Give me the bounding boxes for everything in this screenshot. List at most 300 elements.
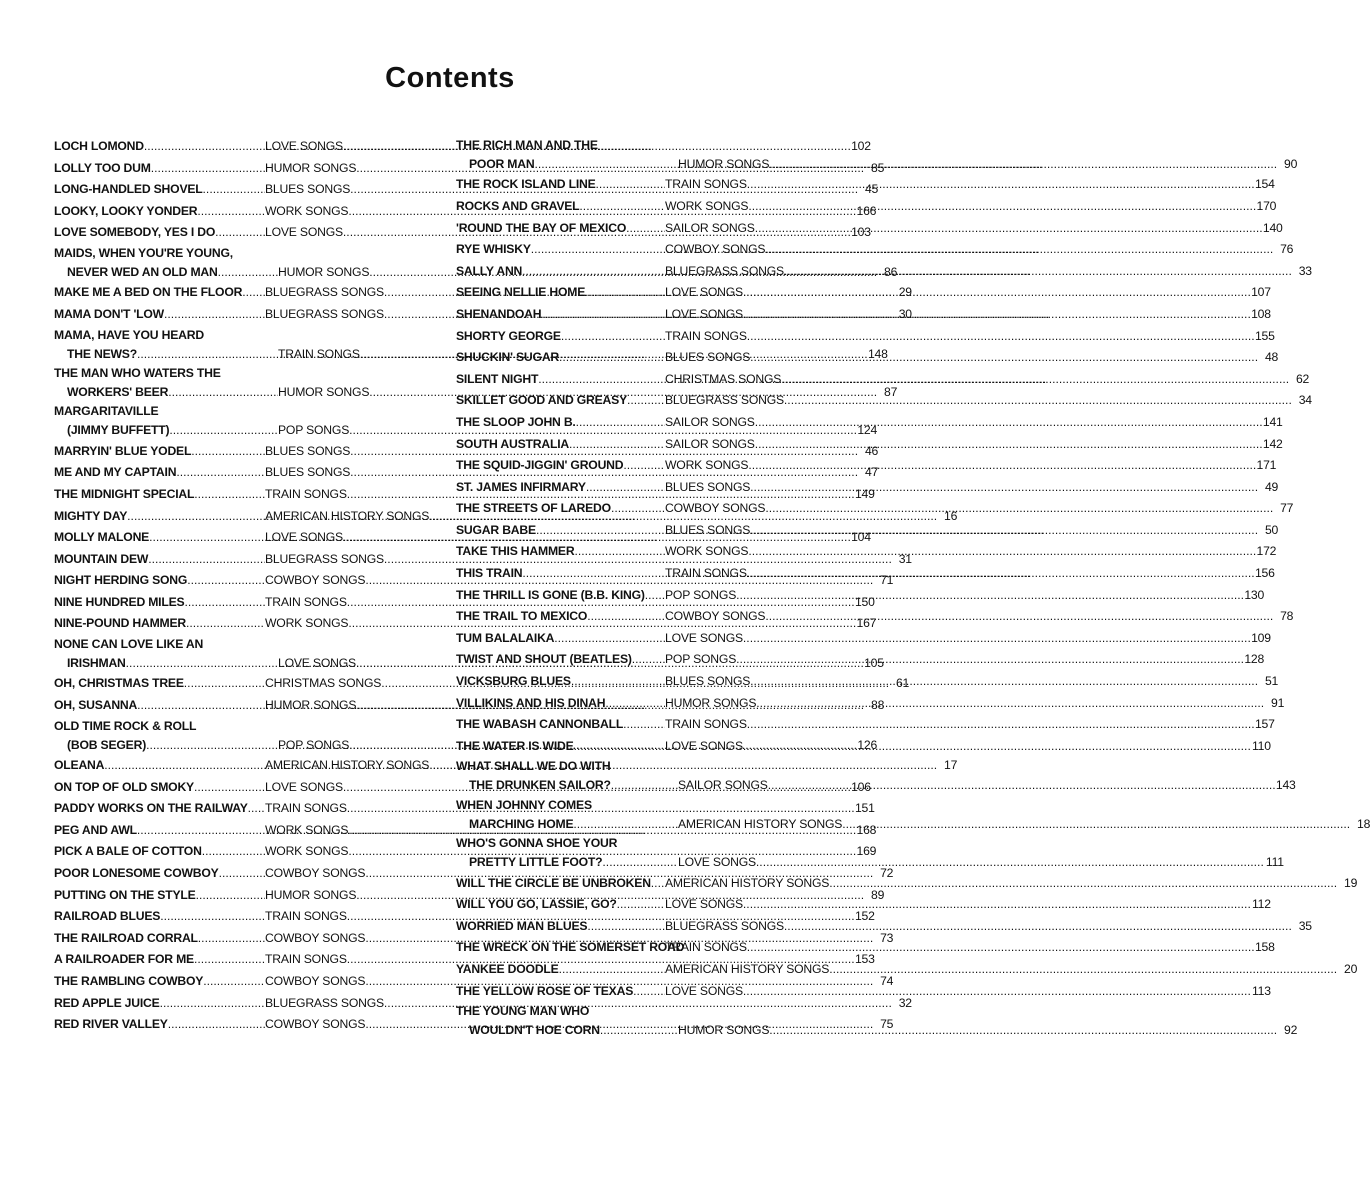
- toc-entry-category-text: COWBOY SONGS: [265, 866, 366, 880]
- dot-leader: [149, 527, 265, 549]
- toc-entry-title: [456, 390, 665, 412]
- toc-entry-title-text: VICKSBURG BLUES: [456, 674, 571, 689]
- toc-entry-category-text: BLUES SONGS: [265, 465, 351, 480]
- dot-leader: [750, 671, 1258, 693]
- toc-entry-row: [456, 852, 1284, 872]
- toc-entry-title: [54, 993, 265, 1015]
- toc-entry: [456, 239, 1294, 261]
- toc-entry-category-text: LOVE SONGS: [265, 530, 343, 545]
- toc-entry-category-text: WORK SONGS: [265, 616, 349, 631]
- dot-leader: [215, 222, 265, 244]
- toc-entry-category-text: BLUEGRASS SONGS: [665, 393, 784, 408]
- dot-leader: [651, 873, 665, 895]
- dot-leader: [242, 282, 265, 304]
- toc-entry-page: 51: [1264, 674, 1279, 689]
- toc-entry-category-text: AMERICAN HISTORY SONGS: [265, 758, 430, 773]
- dot-leader: [197, 201, 265, 223]
- toc-entry-page: 85: [871, 160, 885, 175]
- dot-leader: [600, 1020, 678, 1040]
- toc-entry-page: 167: [856, 616, 877, 631]
- toc-entry-title-text: (JIMMY BUFFETT): [67, 423, 170, 438]
- toc-entry-title-line: MAIDS, WHEN YOU'RE YOUNG,: [54, 245, 233, 260]
- dot-leader: [747, 174, 1255, 196]
- dot-leader: [151, 158, 265, 180]
- toc-entry-category-text: LOVE SONGS: [265, 779, 343, 794]
- toc-entry-title-line: WHAT SHALL WE DO WITH: [456, 759, 611, 774]
- dot-leader: [194, 949, 265, 971]
- dot-leader: [750, 347, 1258, 369]
- toc-entry-title-text: YANKEE DOODLE: [456, 961, 559, 976]
- toc-entry-title: [54, 262, 278, 282]
- toc-entry-title-text: ON TOP OF OLD SMOKY: [54, 779, 194, 794]
- dot-leader: [748, 196, 1256, 218]
- toc-entry-category-text: LOVE SONGS: [665, 285, 743, 300]
- toc-entry-category-text: AMERICAN HISTORY SONGS: [265, 508, 430, 523]
- dot-leader: [596, 174, 665, 196]
- toc-entry-title: [54, 222, 265, 244]
- toc-entry-page: 157: [1254, 717, 1275, 732]
- dot-leader: [743, 628, 1251, 650]
- toc-entry-title-text: TWIST AND SHOUT (BEATLES): [456, 652, 632, 667]
- dot-leader: [842, 814, 1350, 834]
- toc-entry-category-text: BLUEGRASS SONGS: [665, 918, 784, 933]
- toc-entry-title-line: THE MAN WHO WATERS THE: [54, 365, 221, 380]
- toc-entry-category: [665, 347, 1258, 369]
- dot-leader: [605, 693, 665, 715]
- dot-leader: [574, 736, 665, 758]
- toc-entry-title-text: THE YELLOW ROSE OF TEXAS: [456, 983, 634, 998]
- dot-leader: [743, 304, 1251, 326]
- toc-entry-page: 45: [864, 182, 879, 197]
- toc-entry-title: [456, 693, 665, 715]
- toc-entry-category-text: LOVE SONGS: [665, 306, 743, 321]
- toc-entry-title-text: MARCHING HOME: [469, 816, 574, 831]
- dot-leader: [126, 653, 278, 673]
- toc-entry-category: [665, 649, 1244, 671]
- dot-leader: [203, 179, 265, 201]
- toc-entry-category: [665, 218, 1263, 240]
- toc-entry-category-text: BLUEGRASS SONGS: [265, 306, 384, 321]
- toc-entry-category-text: BLUES SONGS: [265, 182, 351, 197]
- toc-entry-title: [456, 671, 665, 693]
- toc-entry-page: 143: [1275, 778, 1296, 793]
- dot-leader: [755, 412, 1263, 434]
- toc-entry-category: [665, 498, 1273, 520]
- toc-entry-category: [665, 261, 1292, 283]
- toc-entry-title-text: POOR LONESOME COWBOY: [54, 866, 219, 880]
- toc-entry-page: 172: [1256, 544, 1277, 559]
- dot-leader: [755, 434, 1263, 456]
- toc-entry-title-text: LOCH LOMOND: [54, 139, 144, 153]
- toc-entry-category-text: WORK SONGS: [665, 544, 749, 559]
- toc-entry-category-text: COWBOY SONGS: [665, 609, 766, 624]
- toc-entry-title-text: WOULDN'T HOE CORN: [469, 1023, 600, 1038]
- toc-entry-category-text: TRAIN SONGS: [265, 909, 347, 924]
- toc-entry: [456, 326, 1275, 348]
- toc-entry-page: 30: [898, 306, 912, 321]
- toc-entry-title: [54, 673, 265, 695]
- toc-entry-category-text: TRAIN SONGS: [665, 177, 747, 192]
- toc-entry-category-text: TRAIN SONGS: [265, 486, 347, 501]
- dot-leader: [579, 196, 665, 218]
- dot-leader: [146, 735, 278, 755]
- dot-leader: [191, 441, 265, 463]
- dot-leader: [164, 304, 265, 326]
- toc-entry-title: [54, 841, 265, 863]
- toc-entry-title-text: THE MIDNIGHT SPECIAL: [54, 486, 195, 501]
- toc-entry-page: 46: [864, 443, 879, 458]
- toc-entry-page: 49: [1264, 479, 1279, 494]
- toc-entry-page: 48: [1264, 350, 1279, 365]
- toc-entry-category-text: BLUEGRASS SONGS: [265, 995, 384, 1010]
- toc-entry-title-text: NINE HUNDRED MILES: [54, 594, 185, 609]
- toc-entry-page: 73: [880, 930, 894, 945]
- toc-entry-title: [456, 282, 665, 304]
- toc-entry-page: 152: [854, 909, 875, 924]
- dot-leader: [750, 520, 1258, 542]
- dot-leader: [829, 873, 1337, 895]
- dot-leader: [184, 673, 265, 695]
- toc-entry-title-text: THE STREETS OF LAREDO: [456, 501, 611, 516]
- dot-leader: [747, 563, 1255, 585]
- toc-entry-category-text: COWBOY SONGS: [665, 242, 766, 257]
- toc-entry-category-text: AMERICAN HISTORY SONGS: [678, 816, 843, 831]
- toc-entry-page: 90: [1284, 157, 1298, 171]
- toc-entry-page: 158: [1254, 940, 1275, 955]
- dot-leader: [148, 549, 265, 571]
- toc-entry-title: [456, 261, 665, 283]
- dot-leader: [194, 484, 265, 506]
- toc-entry-title-text: PUTTING ON THE STYLE: [54, 887, 196, 902]
- toc-entry-title-text: MOUNTAIN DEW: [54, 551, 149, 566]
- toc-entry-page: 128: [1244, 652, 1265, 667]
- toc-entry-page: 29: [898, 285, 912, 300]
- toc-entry-title: [54, 158, 265, 180]
- toc-entry-title-text: LOVE SOMEBODY, YES I DO: [54, 225, 216, 240]
- toc-entry-category-text: COWBOY SONGS: [265, 930, 366, 945]
- toc-entry-category-text: BLUES SONGS: [265, 443, 351, 458]
- toc-entry-category-text: COWBOY SONGS: [265, 973, 366, 988]
- toc-entry-title-text: THE ROCK ISLAND LINE: [456, 177, 596, 192]
- dot-leader: [645, 585, 665, 607]
- toc-entry-title-text: SHENANDOAH: [456, 306, 542, 321]
- toc-entry-category: [665, 520, 1258, 542]
- toc-entry-title: [456, 714, 665, 736]
- toc-entry-title: [456, 455, 665, 477]
- toc-entry-category: [665, 412, 1263, 434]
- dot-leader: [576, 412, 665, 434]
- dot-leader: [781, 369, 1289, 391]
- toc-entry-category-text: BLUEGRASS SONGS: [265, 285, 384, 300]
- toc-entry-page: 32: [898, 995, 912, 1010]
- toc-entry-category-text: HUMOR SONGS: [678, 1023, 770, 1038]
- dot-leader: [585, 282, 665, 304]
- dot-leader: [587, 916, 665, 938]
- toc-entry: [456, 369, 1310, 391]
- toc-entry-title: [456, 218, 665, 240]
- toc-entry-title-line: WHO'S GONNA SHOE YOUR: [456, 836, 618, 851]
- toc-entry-title-text: SHUCKIN' SUGAR: [456, 350, 560, 365]
- toc-entry-page: 19: [1344, 875, 1358, 890]
- dot-leader: [176, 462, 265, 484]
- dot-leader: [541, 304, 665, 326]
- toc-entry-category: [678, 852, 1264, 872]
- toc-entry-category-text: SAILOR SONGS: [665, 220, 755, 235]
- dot-leader: [623, 455, 665, 477]
- dot-leader: [743, 894, 1251, 916]
- toc-entry-page: 112: [1252, 897, 1271, 912]
- toc-entry-category-text: COWBOY SONGS: [265, 1017, 366, 1032]
- toc-entry-title: [54, 549, 265, 571]
- toc-entry-title: [54, 570, 265, 592]
- dot-leader: [184, 592, 265, 614]
- dot-leader: [626, 218, 665, 240]
- toc-entry-category-text: AMERICAN HISTORY SONGS: [665, 961, 830, 976]
- toc-entry-page: 151: [854, 801, 875, 816]
- toc-entry-title: [456, 477, 665, 499]
- toc-entry-category-text: TRAIN SONGS: [665, 940, 747, 955]
- toc-entry-title: [456, 981, 665, 1003]
- toc-entry-page: 18: [1357, 816, 1370, 831]
- toc-entry-category: [665, 671, 1258, 693]
- toc-entry-page: 86: [884, 264, 898, 279]
- toc-entry-category-text: POP SONGS: [278, 737, 350, 752]
- toc-entry-category-text: CHRISTMAS SONGS: [265, 676, 382, 691]
- toc-entry: [456, 628, 1271, 650]
- toc-entry-category-text: BLUEGRASS SONGS: [265, 551, 384, 566]
- toc-entry-title: [456, 369, 665, 391]
- toc-entry-title: [54, 735, 278, 755]
- toc-entry-page: 31: [898, 551, 912, 566]
- toc-entry-title-line: WHEN JOHNNY COMES: [456, 797, 592, 812]
- toc-entry-title: [456, 541, 665, 563]
- dot-leader: [137, 344, 278, 364]
- toc-entry-category-text: TRAIN SONGS: [265, 594, 347, 609]
- dot-leader: [531, 239, 665, 261]
- toc-entry-page: 148: [867, 346, 888, 361]
- toc-entry-title-text: THE SQUID-JIGGIN' GROUND: [456, 458, 624, 473]
- dot-leader: [196, 885, 265, 907]
- toc-entry-title-text: THE WABASH CANNONBALL: [456, 717, 624, 732]
- toc-entry-title-text: LOOKY, LOOKY YONDER: [54, 203, 198, 218]
- toc-entry-title: [54, 777, 265, 799]
- toc-entry-title-line: THE RICH MAN AND THE: [456, 138, 598, 152]
- toc-entry-category-text: WORK SONGS: [265, 822, 349, 837]
- toc-entry-category-text: SAILOR SONGS: [665, 414, 755, 429]
- toc-entry-title-text: MIGHTY DAY: [54, 508, 128, 523]
- toc-entry-title: [54, 1014, 265, 1036]
- toc-entry-category-text: HUMOR SONGS: [265, 698, 357, 713]
- toc-entry-category: [665, 628, 1251, 650]
- dot-leader: [202, 841, 265, 863]
- toc-entry-category-text: HUMOR SONGS: [265, 887, 357, 902]
- toc-entry-category: [678, 775, 1276, 795]
- dot-leader: [748, 541, 1256, 563]
- toc-entry-category-text: HUMOR SONGS: [278, 264, 370, 279]
- dot-leader: [632, 649, 665, 671]
- toc-entry-category: [665, 937, 1255, 959]
- toc-entry-page: 170: [1256, 198, 1277, 213]
- toc-entry-category-text: CHRISTMAS SONGS: [665, 371, 782, 386]
- toc-entry-title: [456, 520, 665, 542]
- dot-leader: [168, 1014, 265, 1036]
- toc-entry-title-text: TAKE THIS HAMMER: [456, 544, 575, 559]
- toc-entry-category-text: TRAIN SONGS: [665, 328, 747, 343]
- toc-entry-category: [665, 326, 1255, 348]
- toc-entry-title-text: PEG AND AWL: [54, 822, 137, 837]
- toc-entry-category: [665, 174, 1255, 196]
- toc-entry-title-text: PICK A BALE OF COTTON: [54, 844, 202, 859]
- toc-entry-title: [54, 592, 265, 614]
- toc-entry-title-line: NONE CAN LOVE LIKE AN: [54, 637, 204, 652]
- toc-entry-title-text: RAILROAD BLUES: [54, 909, 161, 924]
- toc-entry-page: 154: [1254, 177, 1275, 192]
- dot-leader: [747, 714, 1255, 736]
- toc-entry-title-text: SHORTY GEORGE: [456, 328, 561, 343]
- toc-entry-page: 47: [864, 465, 879, 480]
- toc-entry-title: [456, 434, 665, 456]
- toc-entry-title: [54, 441, 265, 463]
- toc-entry-title: [54, 613, 265, 635]
- toc-entry-page: 78: [1280, 609, 1294, 624]
- dot-leader: [602, 852, 678, 872]
- toc-entry-page: 102: [851, 139, 871, 153]
- dot-leader: [765, 498, 1273, 520]
- toc-entry-page: 104: [851, 530, 871, 545]
- toc-entry-page: 111: [1265, 855, 1284, 870]
- dot-leader: [784, 390, 1292, 412]
- toc-entry-title: [456, 873, 665, 895]
- toc-entry-title-text: VILLIKINS AND HIS DINAH: [456, 695, 606, 710]
- toc-entry-title: [54, 695, 265, 717]
- dot-leader: [169, 420, 278, 440]
- dot-leader: [743, 282, 1251, 304]
- toc-entry-category-text: LOVE SONGS: [665, 983, 743, 998]
- toc-entry-title: [456, 814, 678, 834]
- toc-entry-page: 156: [1254, 566, 1275, 581]
- toc-entry-title: [456, 894, 665, 916]
- toc-entry-category: [665, 693, 1264, 715]
- toc-entry-category: [665, 477, 1258, 499]
- toc-entry-page: 142: [1262, 436, 1283, 451]
- toc-entry-category: [665, 455, 1256, 477]
- toc-entry-title-text: NINE-POUND HAMMER: [54, 616, 187, 631]
- toc-entry-title: [54, 863, 265, 885]
- toc-entry-category-text: POP SONGS: [278, 423, 350, 438]
- dot-leader: [736, 649, 1244, 671]
- toc-entry-category: [665, 873, 1337, 895]
- toc-entry-title: [54, 653, 278, 673]
- toc-entry-page: 103: [851, 225, 871, 240]
- toc-entry-title-text: SKILLET GOOD AND GREASY: [456, 393, 627, 408]
- toc-entry-title: [456, 649, 665, 671]
- dot-leader: [784, 261, 1292, 283]
- toc-entry-category-text: TRAIN SONGS: [265, 801, 347, 816]
- toc-entry-title: [54, 304, 265, 326]
- toc-entry-title: [54, 201, 265, 223]
- toc-entry-page: 75: [880, 1017, 894, 1032]
- toc-entry-title-text: NIGHT HERDING SONG: [54, 573, 188, 588]
- toc-entry-title: [54, 527, 265, 549]
- toc-entry-category-text: BLUES SONGS: [665, 479, 751, 494]
- toc-entry-category-text: BLUES SONGS: [665, 674, 751, 689]
- toc-entry-category-text: WORK SONGS: [665, 458, 749, 473]
- dot-leader: [561, 326, 665, 348]
- toc-entry-category-text: COWBOY SONGS: [665, 501, 766, 516]
- toc-entry-title: [456, 174, 665, 196]
- dot-leader: [756, 852, 1264, 872]
- toc-entry-category-text: AMERICAN HISTORY SONGS: [665, 875, 830, 890]
- toc-entry-page: 16: [944, 508, 958, 523]
- dot-leader: [748, 455, 1256, 477]
- dot-leader: [194, 777, 265, 799]
- toc-entry-category: [665, 390, 1292, 412]
- toc-entry-title-text: IRISHMAN: [67, 656, 126, 671]
- dot-leader: [586, 477, 665, 499]
- dot-leader: [554, 628, 665, 650]
- dot-leader: [755, 218, 1263, 240]
- dot-leader: [522, 261, 665, 283]
- toc-entry-category: [665, 304, 1251, 326]
- dot-leader: [574, 541, 665, 563]
- toc-entry-page: 62: [1295, 371, 1310, 386]
- toc-entry-page: 92: [1284, 1023, 1298, 1038]
- dot-leader: [144, 136, 265, 158]
- toc-entry-title: [456, 775, 678, 795]
- toc-entry-page: 91: [1271, 695, 1285, 710]
- toc-entry-title-text: THE TRAIL TO MEXICO: [456, 609, 588, 624]
- toc-entry-category-text: TRAIN SONGS: [278, 346, 360, 361]
- toc-entry-page: 130: [1244, 587, 1265, 602]
- toc-entry-page: 168: [856, 822, 877, 837]
- toc-entry-title-line: THE YOUNG MAN WHO: [456, 1004, 590, 1019]
- dot-leader: [633, 981, 665, 1003]
- toc-entry-category-text: COWBOY SONGS: [265, 573, 366, 588]
- toc-entry-title: [54, 928, 265, 950]
- toc-entry-title-text: PRETTY LITTLE FOOT?: [469, 855, 603, 870]
- toc-entry-title-text: ST. JAMES INFIRMARY: [456, 479, 586, 494]
- toc-entry-title-text: ME AND MY CAPTAIN: [54, 465, 177, 480]
- toc-entry-page: 33: [1298, 263, 1312, 278]
- toc-entry-page: 72: [880, 866, 894, 880]
- toc-entry-title-text: SEEING NELLIE HOME: [456, 285, 586, 300]
- dot-leader: [187, 570, 265, 592]
- dot-leader: [587, 606, 665, 628]
- toc-entry-page: 169: [856, 844, 877, 859]
- toc-entry-title-text: LONG-HANDLED SHOVEL: [54, 182, 203, 197]
- toc-entry-category-text: LOVE SONGS: [678, 855, 756, 870]
- toc-entry-title: [456, 196, 665, 218]
- dot-leader: [743, 981, 1251, 1003]
- toc-entry-category-text: HUMOR SONGS: [665, 695, 757, 710]
- toc-entry-page: 34: [1298, 393, 1312, 408]
- toc-entry-title: [54, 382, 278, 402]
- toc-entry-title-text: THE NEWS?: [67, 346, 137, 361]
- dot-leader: [765, 606, 1273, 628]
- toc-entry-title: [456, 1020, 678, 1040]
- toc-entry-category-text: BLUES SONGS: [665, 350, 751, 365]
- toc-entry-category: [665, 585, 1244, 607]
- toc-entry-title: [54, 949, 265, 971]
- toc-entry-title-text: 'ROUND THE BAY OF MEXICO: [456, 220, 627, 235]
- toc-entry-category: [665, 981, 1251, 1003]
- toc-entry-category-text: HUMOR SONGS: [278, 384, 370, 399]
- dot-leader: [218, 262, 278, 282]
- toc-entry-category: [678, 154, 1277, 174]
- dot-leader: [536, 520, 665, 542]
- dot-leader: [203, 971, 265, 993]
- toc-entry-title: [456, 498, 665, 520]
